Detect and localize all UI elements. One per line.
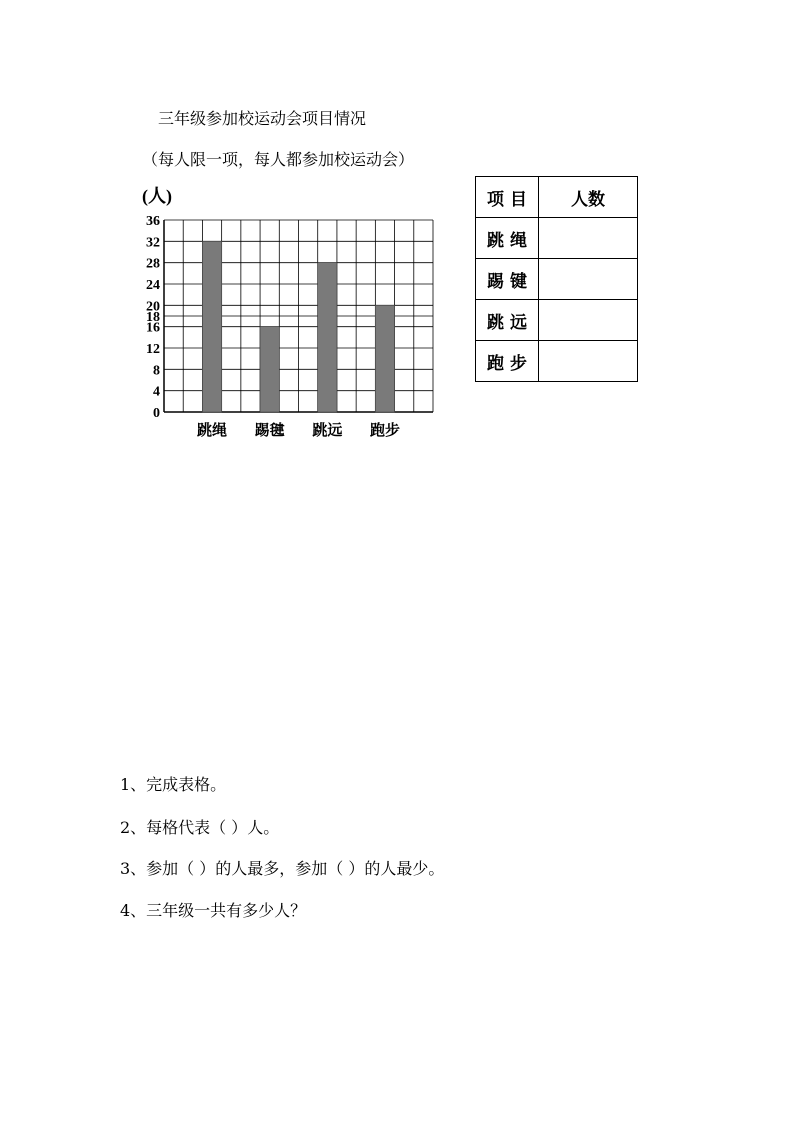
y-tick-label: 8 (153, 363, 160, 379)
x-tick-label: 跳绳 (197, 423, 228, 439)
table-cell-item: 跳 绳 (476, 218, 539, 259)
y-tick-label: 28 (146, 256, 160, 272)
bar-跑步 (375, 305, 394, 412)
y-tick-labels (146, 214, 160, 421)
table-cell-count[interactable] (539, 300, 638, 341)
table-header-row (476, 177, 638, 218)
x-tick-labels (197, 421, 400, 439)
y-tick-label: 16 (146, 320, 160, 336)
table-cell-item: 踢 键 (476, 259, 539, 300)
x-tick-label: 踢毽 (254, 423, 285, 439)
y-axis-label: (人) (142, 186, 172, 206)
y-tick-label: 32 (146, 235, 160, 251)
table-cell-count[interactable] (539, 341, 638, 382)
chart-subtitle: （每人限一项，每人都参加校运动会） (142, 150, 415, 169)
y-tick-label: 18 (146, 310, 160, 325)
table-row (476, 300, 638, 341)
table-row (476, 259, 638, 300)
table-row (476, 218, 638, 259)
table-cell-count[interactable] (539, 218, 638, 259)
y-tick-label: 24 (146, 278, 160, 293)
y-tick-label: 4 (153, 384, 160, 400)
chart-title: 三年级参加校运动会项目情况 (158, 109, 367, 128)
bar-跳远 (318, 263, 337, 412)
question-1: 1、完成表格。 (120, 775, 227, 794)
x-tick-label: 跑步 (369, 423, 400, 439)
bar-chart (130, 180, 450, 445)
question-2: 2、每格代表（ ）人。 (120, 818, 280, 837)
table-header-item: 项 目 (476, 177, 539, 218)
y-tick-label: 36 (146, 214, 160, 229)
y-tick-label: 12 (146, 342, 160, 357)
table-cell-item: 跑 步 (476, 341, 539, 382)
table-cell-item: 跳 远 (476, 300, 539, 341)
question-4: 4、三年级一共有多少人？ (120, 901, 307, 920)
bar-跳绳 (202, 241, 221, 412)
question-3: 3、参加（ ）的人最多，参加（ ）的人最少。 (120, 859, 445, 878)
answer-table (475, 176, 638, 382)
bar-踢毽 (260, 327, 279, 412)
y-tick-label: 0 (153, 406, 160, 421)
y-tick-label: 20 (146, 299, 160, 315)
x-tick-label: 跳远 (312, 423, 343, 439)
table-header-count: 人数 (539, 177, 638, 218)
table-cell-count[interactable] (539, 259, 638, 300)
table-row (476, 341, 638, 382)
